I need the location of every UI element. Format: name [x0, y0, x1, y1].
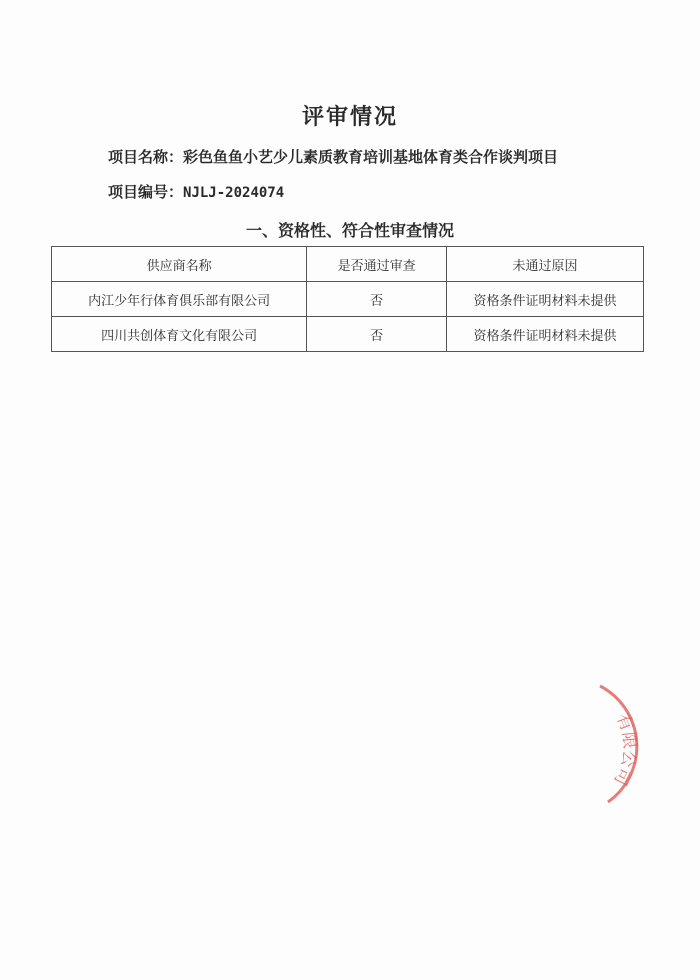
project-name-value: 彩色鱼鱼小艺少儿素质教育培训基地体育类合作谈判项目 [183, 148, 559, 166]
table-row [52, 317, 644, 352]
company-seal-stamp [560, 678, 660, 808]
project-code-value: NJLJ-2024074 [183, 185, 285, 201]
project-name-label: 项目名称： [108, 148, 184, 166]
header-passed-review: 是否通过审查 [307, 247, 447, 282]
page-title: 评审情况 [301, 104, 398, 130]
review-table [51, 246, 644, 352]
project-code-label: 项目编号： [108, 183, 184, 201]
table-row [52, 282, 644, 317]
supplier-name-cell: 四川共创体育文化有限公司 [52, 317, 307, 352]
section-heading: 一、资格性、符合性审查情况 [245, 221, 454, 240]
passed-review-cell: 否 [307, 317, 447, 352]
fail-reason-cell: 资格条件证明材料未提供 [446, 317, 643, 352]
fail-reason-cell: 资格条件证明材料未提供 [446, 282, 643, 317]
project-code-line [108, 181, 284, 202]
supplier-name-cell: 内江少年行体育俱乐部有限公司 [52, 282, 307, 317]
project-name-line [108, 146, 558, 167]
passed-review-cell: 否 [307, 282, 447, 317]
header-supplier-name: 供应商名称 [52, 247, 307, 282]
seal-text-icon: 有限公司 [609, 710, 640, 789]
table-header-row [52, 247, 644, 282]
header-fail-reason: 未通过原因 [446, 247, 643, 282]
